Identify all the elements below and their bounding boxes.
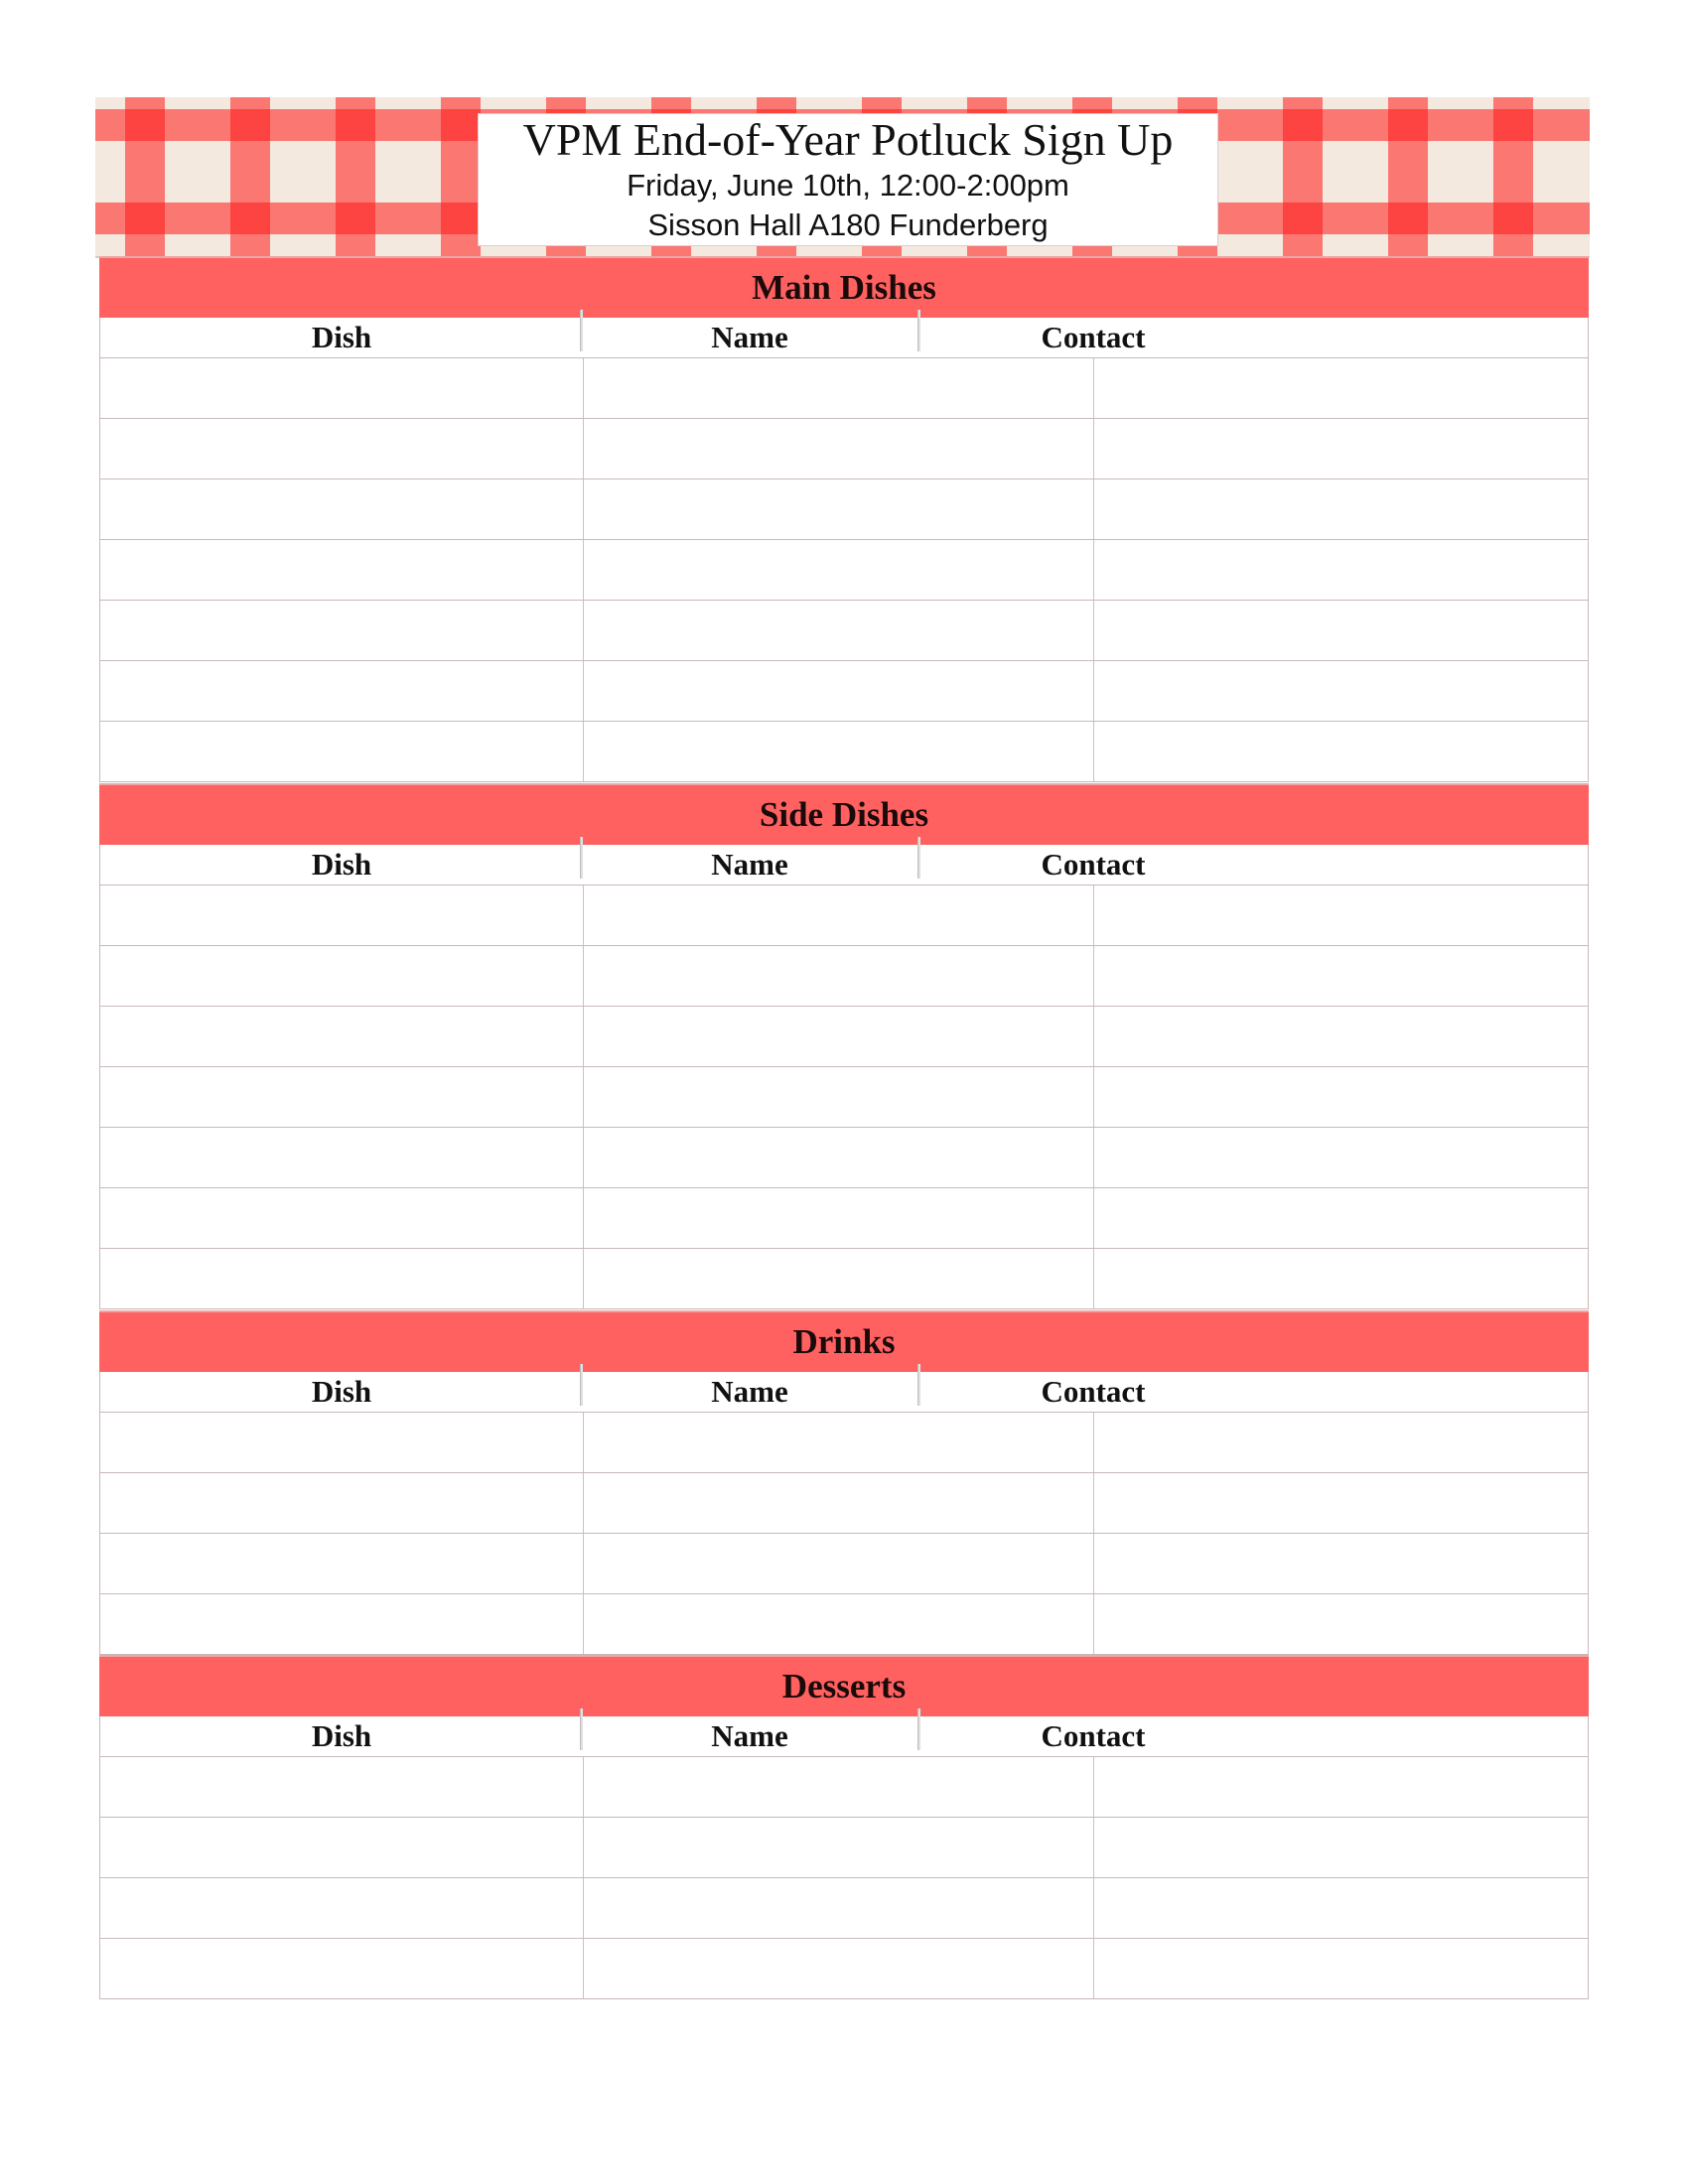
table-row <box>99 1249 1589 1309</box>
name-cell[interactable] <box>584 1594 1094 1654</box>
column-divider-tick <box>580 1364 583 1406</box>
name-cell[interactable] <box>584 1128 1094 1187</box>
dish-cell[interactable] <box>100 1939 584 1998</box>
contact-cell[interactable] <box>1094 1878 1588 1938</box>
section-main-dishes <box>99 256 1589 782</box>
contact-cell[interactable] <box>1094 1818 1588 1877</box>
name-cell[interactable] <box>584 419 1094 478</box>
table-row <box>99 1534 1589 1594</box>
column-header-dish: Dish <box>311 320 372 354</box>
section-side-dishes <box>99 783 1589 1309</box>
dish-cell[interactable] <box>100 1188 584 1248</box>
table-row <box>99 358 1589 419</box>
table-row <box>99 1188 1589 1249</box>
column-header-name: Name <box>711 1718 788 1753</box>
contact-cell[interactable] <box>1094 1249 1588 1308</box>
name-cell[interactable] <box>584 1818 1094 1877</box>
dish-cell[interactable] <box>100 946 584 1006</box>
contact-cell[interactable] <box>1094 479 1588 539</box>
dish-cell[interactable] <box>100 1249 584 1308</box>
column-header-row <box>99 318 1589 358</box>
dish-cell[interactable] <box>100 1594 584 1654</box>
dish-cell[interactable] <box>100 1128 584 1187</box>
column-header-name: Name <box>711 320 788 354</box>
column-divider-tick <box>580 310 583 351</box>
dish-cell[interactable] <box>100 886 584 945</box>
table-row <box>99 1007 1589 1067</box>
name-cell[interactable] <box>584 1534 1094 1593</box>
section-drinks <box>99 1310 1589 1655</box>
name-cell[interactable] <box>584 1067 1094 1127</box>
event-location: Sisson Hall A180 Funderberg <box>647 207 1049 242</box>
name-cell[interactable] <box>584 1249 1094 1308</box>
contact-cell[interactable] <box>1094 540 1588 600</box>
contact-cell[interactable] <box>1094 946 1588 1006</box>
name-cell[interactable] <box>584 1939 1094 1998</box>
dish-cell[interactable] <box>100 1067 584 1127</box>
column-header-dish: Dish <box>311 847 372 882</box>
table-row <box>99 1413 1589 1473</box>
table-row <box>99 722 1589 782</box>
name-cell[interactable] <box>584 479 1094 539</box>
section-title: Desserts <box>99 1655 1589 1716</box>
contact-cell[interactable] <box>1094 419 1588 478</box>
contact-cell[interactable] <box>1094 1939 1588 1998</box>
column-divider-tick <box>917 837 920 879</box>
dish-cell[interactable] <box>100 1007 584 1066</box>
name-cell[interactable] <box>584 1413 1094 1472</box>
column-divider-tick <box>917 1364 920 1406</box>
table-row <box>99 540 1589 601</box>
name-cell[interactable] <box>584 886 1094 945</box>
dish-cell[interactable] <box>100 479 584 539</box>
dish-cell[interactable] <box>100 1878 584 1938</box>
column-header-row <box>99 845 1589 886</box>
contact-cell[interactable] <box>1094 1188 1588 1248</box>
column-header-contact: Contact <box>1041 320 1146 354</box>
column-header-contact: Contact <box>1041 1718 1146 1753</box>
column-header-contact: Contact <box>1041 847 1146 882</box>
contact-cell[interactable] <box>1094 886 1588 945</box>
dish-cell[interactable] <box>100 1757 584 1817</box>
column-divider-tick <box>580 1708 583 1750</box>
name-cell[interactable] <box>584 1878 1094 1938</box>
table-row <box>99 1939 1589 1999</box>
section-title: Drinks <box>99 1310 1589 1372</box>
dish-cell[interactable] <box>100 1818 584 1877</box>
table-row <box>99 661 1589 722</box>
name-cell[interactable] <box>584 601 1094 660</box>
table-row <box>99 1757 1589 1818</box>
contact-cell[interactable] <box>1094 601 1588 660</box>
name-cell[interactable] <box>584 540 1094 600</box>
table-row <box>99 601 1589 661</box>
table-row <box>99 886 1589 946</box>
table-row <box>99 1878 1589 1939</box>
dish-cell[interactable] <box>100 358 584 418</box>
column-header-name: Name <box>711 1374 788 1409</box>
contact-cell[interactable] <box>1094 1067 1588 1127</box>
dish-cell[interactable] <box>100 722 584 781</box>
contact-cell[interactable] <box>1094 722 1588 781</box>
column-divider-tick <box>917 1708 920 1750</box>
contact-cell[interactable] <box>1094 1757 1588 1817</box>
title-box <box>478 113 1218 246</box>
contact-cell[interactable] <box>1094 358 1588 418</box>
contact-cell[interactable] <box>1094 1594 1588 1654</box>
table-row <box>99 1594 1589 1655</box>
dish-cell[interactable] <box>100 1534 584 1593</box>
table-row <box>99 479 1589 540</box>
dish-cell[interactable] <box>100 1473 584 1533</box>
table-row <box>99 419 1589 479</box>
contact-cell[interactable] <box>1094 1534 1588 1593</box>
dish-cell[interactable] <box>100 419 584 478</box>
name-cell[interactable] <box>584 661 1094 721</box>
name-cell[interactable] <box>584 946 1094 1006</box>
name-cell[interactable] <box>584 358 1094 418</box>
section-desserts <box>99 1655 1589 1999</box>
name-cell[interactable] <box>584 722 1094 781</box>
column-header-row <box>99 1716 1589 1757</box>
name-cell[interactable] <box>584 1007 1094 1066</box>
contact-cell[interactable] <box>1094 661 1588 721</box>
column-header-dish: Dish <box>311 1374 372 1409</box>
table-row <box>99 946 1589 1007</box>
column-header-name: Name <box>711 847 788 882</box>
name-cell[interactable] <box>584 1188 1094 1248</box>
table-row <box>99 1473 1589 1534</box>
column-header-contact: Contact <box>1041 1374 1146 1409</box>
name-cell[interactable] <box>584 1473 1094 1533</box>
page-title: VPM End-of-Year Potluck Sign Up <box>522 114 1174 165</box>
contact-cell[interactable] <box>1094 1473 1588 1533</box>
name-cell[interactable] <box>584 1757 1094 1817</box>
dish-cell[interactable] <box>100 1413 584 1472</box>
column-divider-tick <box>917 310 920 351</box>
table-row <box>99 1818 1589 1878</box>
table-row <box>99 1128 1589 1188</box>
contact-cell[interactable] <box>1094 1007 1588 1066</box>
contact-cell[interactable] <box>1094 1413 1588 1472</box>
dish-cell[interactable] <box>100 601 584 660</box>
dish-cell[interactable] <box>100 661 584 721</box>
column-header-dish: Dish <box>311 1718 372 1753</box>
column-divider-tick <box>580 837 583 879</box>
event-date-time: Friday, June 10th, 12:00-2:00pm <box>627 168 1069 203</box>
section-title: Main Dishes <box>99 256 1589 318</box>
contact-cell[interactable] <box>1094 1128 1588 1187</box>
column-header-row <box>99 1372 1589 1413</box>
section-title: Side Dishes <box>99 783 1589 845</box>
dish-cell[interactable] <box>100 540 584 600</box>
table-row <box>99 1067 1589 1128</box>
